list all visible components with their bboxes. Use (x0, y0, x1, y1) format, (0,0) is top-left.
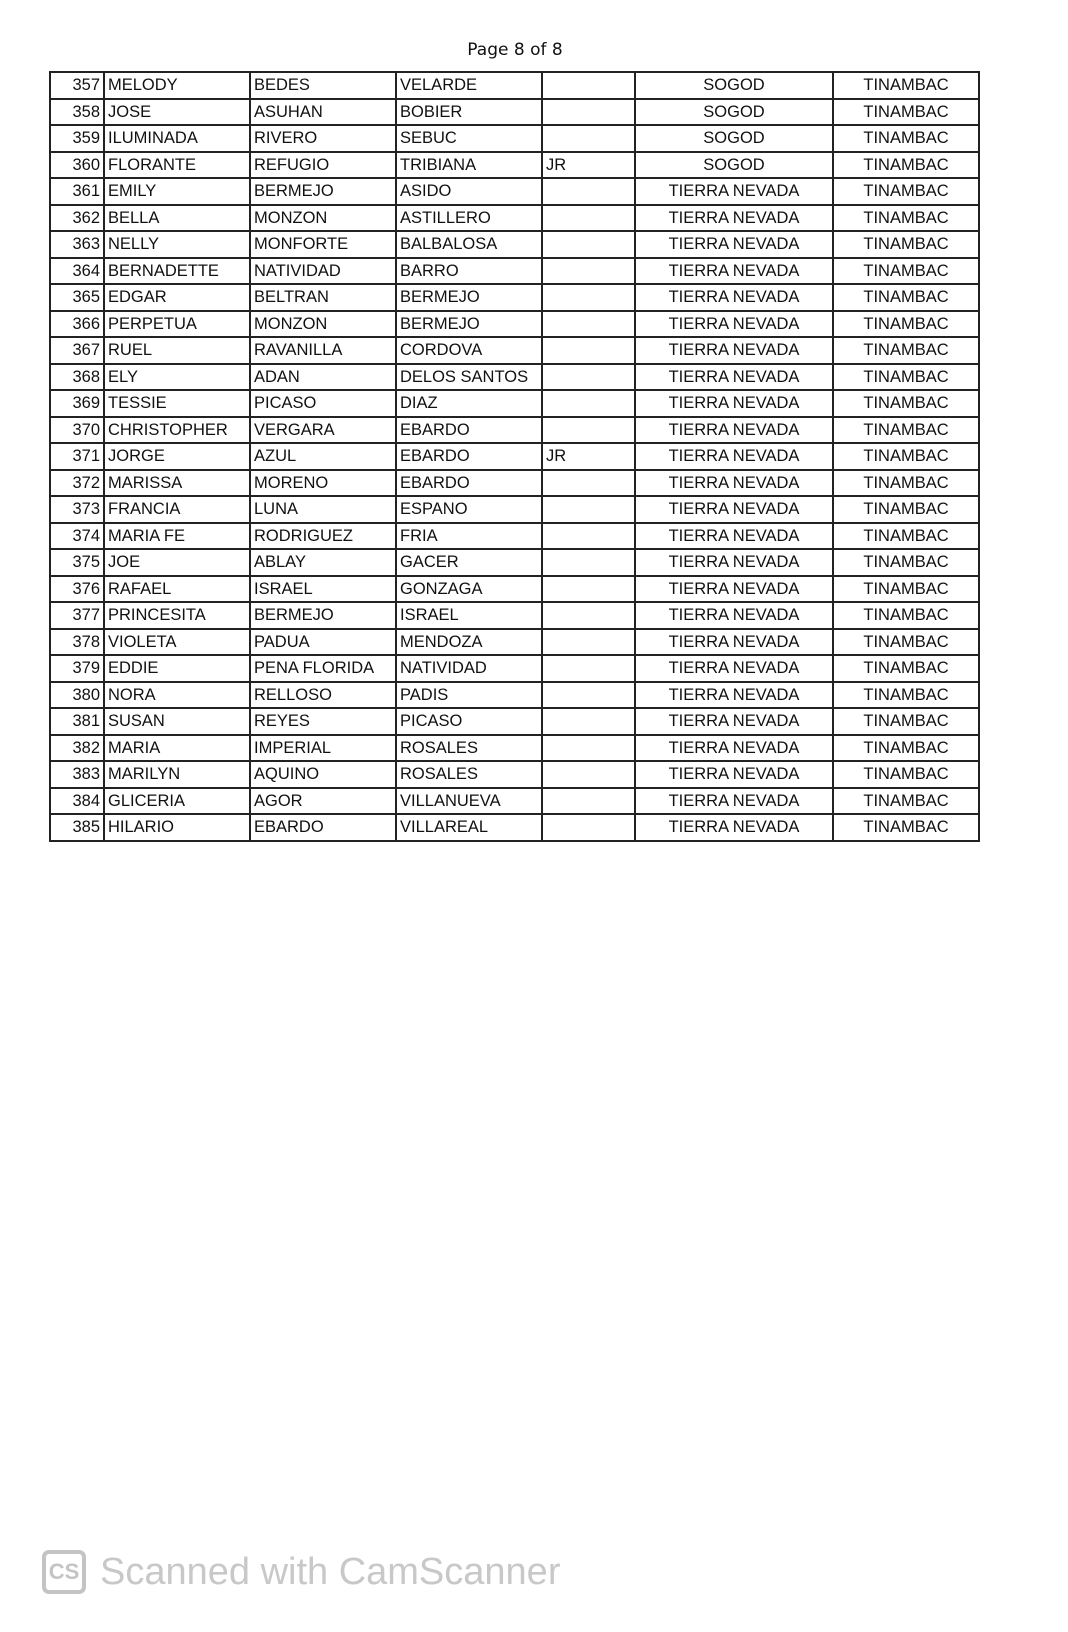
cell-last-name: VILLAREAL (396, 814, 542, 841)
cell-number: 381 (50, 708, 104, 735)
cell-first-name: FLORANTE (104, 152, 250, 179)
cell-last-name: EBARDO (396, 470, 542, 497)
cell-barangay: TIERRA NEVADA (635, 629, 833, 656)
table-row (50, 178, 979, 205)
cell-suffix (542, 205, 635, 232)
cell-last-name: DELOS SANTOS (396, 364, 542, 391)
cell-last-name: BERMEJO (396, 311, 542, 338)
cell-municipality: TINAMBAC (833, 258, 979, 285)
cell-number: 366 (50, 311, 104, 338)
cell-suffix: JR (542, 443, 635, 470)
cell-number: 367 (50, 337, 104, 364)
cell-suffix (542, 125, 635, 152)
cell-municipality: TINAMBAC (833, 152, 979, 179)
cell-suffix (542, 549, 635, 576)
cell-last-name: CORDOVA (396, 337, 542, 364)
cell-number: 365 (50, 284, 104, 311)
cell-municipality: TINAMBAC (833, 417, 979, 444)
cell-middle-name: RAVANILLA (250, 337, 396, 364)
cell-middle-name: ISRAEL (250, 576, 396, 603)
camscanner-text: Scanned with CamScanner (100, 1550, 561, 1593)
cell-number: 383 (50, 761, 104, 788)
cell-first-name: CHRISTOPHER (104, 417, 250, 444)
cell-middle-name: BERMEJO (250, 178, 396, 205)
table-row (50, 125, 979, 152)
cell-municipality: TINAMBAC (833, 496, 979, 523)
table-row (50, 152, 979, 179)
table-row (50, 523, 979, 550)
cell-last-name: EBARDO (396, 443, 542, 470)
cell-last-name: PADIS (396, 682, 542, 709)
cell-last-name: MENDOZA (396, 629, 542, 656)
cell-suffix (542, 311, 635, 338)
cell-barangay: SOGOD (635, 125, 833, 152)
cell-middle-name: RELLOSO (250, 682, 396, 709)
cell-first-name: JOE (104, 549, 250, 576)
cell-barangay: TIERRA NEVADA (635, 602, 833, 629)
cell-suffix (542, 364, 635, 391)
table-row (50, 788, 979, 815)
cell-number: 369 (50, 390, 104, 417)
cell-number: 363 (50, 231, 104, 258)
table-row (50, 443, 979, 470)
cell-middle-name: REYES (250, 708, 396, 735)
cell-last-name: BOBIER (396, 99, 542, 126)
cell-first-name: PRINCESITA (104, 602, 250, 629)
cell-first-name: MELODY (104, 72, 250, 99)
cell-first-name: EDGAR (104, 284, 250, 311)
cell-barangay: TIERRA NEVADA (635, 496, 833, 523)
cell-suffix (542, 523, 635, 550)
cell-number: 368 (50, 364, 104, 391)
cell-municipality: TINAMBAC (833, 655, 979, 682)
cell-suffix: JR (542, 152, 635, 179)
cell-middle-name: BERMEJO (250, 602, 396, 629)
cell-suffix (542, 417, 635, 444)
cell-municipality: TINAMBAC (833, 814, 979, 841)
cell-suffix (542, 496, 635, 523)
cell-suffix (542, 337, 635, 364)
table-row (50, 735, 979, 762)
cell-suffix (542, 814, 635, 841)
cell-number: 357 (50, 72, 104, 99)
cell-barangay: TIERRA NEVADA (635, 814, 833, 841)
cell-middle-name: PICASO (250, 390, 396, 417)
cell-municipality: TINAMBAC (833, 735, 979, 762)
cell-first-name: VIOLETA (104, 629, 250, 656)
cell-suffix (542, 470, 635, 497)
cell-first-name: BELLA (104, 205, 250, 232)
table-row (50, 417, 979, 444)
cell-barangay: TIERRA NEVADA (635, 337, 833, 364)
roster-body (50, 72, 979, 841)
cell-number: 359 (50, 125, 104, 152)
cell-barangay: TIERRA NEVADA (635, 523, 833, 550)
cell-suffix (542, 682, 635, 709)
cell-number: 372 (50, 470, 104, 497)
cell-barangay: TIERRA NEVADA (635, 735, 833, 762)
cell-barangay: TIERRA NEVADA (635, 549, 833, 576)
cell-middle-name: IMPERIAL (250, 735, 396, 762)
table-row (50, 655, 979, 682)
cell-first-name: ELY (104, 364, 250, 391)
cell-first-name: MARISSA (104, 470, 250, 497)
cell-number: 385 (50, 814, 104, 841)
cell-municipality: TINAMBAC (833, 337, 979, 364)
cell-suffix (542, 708, 635, 735)
table-row (50, 708, 979, 735)
cell-middle-name: BEDES (250, 72, 396, 99)
table-row (50, 390, 979, 417)
table-row (50, 72, 979, 99)
cell-municipality: TINAMBAC (833, 443, 979, 470)
cell-first-name: SUSAN (104, 708, 250, 735)
table-row (50, 231, 979, 258)
table-row (50, 99, 979, 126)
cell-first-name: JOSE (104, 99, 250, 126)
cell-middle-name: NATIVIDAD (250, 258, 396, 285)
cell-last-name: NATIVIDAD (396, 655, 542, 682)
cell-last-name: ASTILLERO (396, 205, 542, 232)
cell-number: 358 (50, 99, 104, 126)
cell-number: 378 (50, 629, 104, 656)
cell-suffix (542, 761, 635, 788)
cell-middle-name: BELTRAN (250, 284, 396, 311)
cell-municipality: TINAMBAC (833, 364, 979, 391)
cell-municipality: TINAMBAC (833, 629, 979, 656)
cell-suffix (542, 231, 635, 258)
cell-first-name: ILUMINADA (104, 125, 250, 152)
cell-municipality: TINAMBAC (833, 602, 979, 629)
cell-municipality: TINAMBAC (833, 284, 979, 311)
cell-middle-name: ABLAY (250, 549, 396, 576)
page-title: Page 8 of 8 (467, 40, 563, 60)
cell-middle-name: MONZON (250, 205, 396, 232)
cell-barangay: TIERRA NEVADA (635, 470, 833, 497)
cell-last-name: ESPANO (396, 496, 542, 523)
cell-suffix (542, 735, 635, 762)
cell-suffix (542, 629, 635, 656)
cell-number: 361 (50, 178, 104, 205)
camscanner-logo-icon: CS (42, 1550, 86, 1594)
cell-number: 379 (50, 655, 104, 682)
cell-last-name: VELARDE (396, 72, 542, 99)
cell-last-name: DIAZ (396, 390, 542, 417)
cell-last-name: PICASO (396, 708, 542, 735)
cell-suffix (542, 258, 635, 285)
cell-barangay: TIERRA NEVADA (635, 761, 833, 788)
cell-middle-name: MONZON (250, 311, 396, 338)
cell-municipality: TINAMBAC (833, 523, 979, 550)
table-row (50, 682, 979, 709)
cell-municipality: TINAMBAC (833, 205, 979, 232)
table-row (50, 549, 979, 576)
cell-first-name: TESSIE (104, 390, 250, 417)
table-row (50, 258, 979, 285)
cell-middle-name: RIVERO (250, 125, 396, 152)
cell-barangay: TIERRA NEVADA (635, 284, 833, 311)
cell-municipality: TINAMBAC (833, 231, 979, 258)
cell-barangay: TIERRA NEVADA (635, 390, 833, 417)
cell-last-name: TRIBIANA (396, 152, 542, 179)
cell-barangay: SOGOD (635, 72, 833, 99)
cell-last-name: ISRAEL (396, 602, 542, 629)
cell-suffix (542, 788, 635, 815)
cell-barangay: TIERRA NEVADA (635, 364, 833, 391)
table-row (50, 496, 979, 523)
cell-number: 362 (50, 205, 104, 232)
cell-middle-name: MONFORTE (250, 231, 396, 258)
cell-first-name: NELLY (104, 231, 250, 258)
cell-first-name: GLICERIA (104, 788, 250, 815)
cell-municipality: TINAMBAC (833, 682, 979, 709)
cell-suffix (542, 284, 635, 311)
cell-barangay: TIERRA NEVADA (635, 258, 833, 285)
cell-suffix (542, 72, 635, 99)
cell-barangay: TIERRA NEVADA (635, 708, 833, 735)
cell-first-name: EDDIE (104, 655, 250, 682)
table-row (50, 629, 979, 656)
cell-municipality: TINAMBAC (833, 576, 979, 603)
cell-number: 371 (50, 443, 104, 470)
table-row (50, 205, 979, 232)
cell-barangay: TIERRA NEVADA (635, 443, 833, 470)
cell-municipality: TINAMBAC (833, 788, 979, 815)
cell-last-name: VILLANUEVA (396, 788, 542, 815)
table-row (50, 814, 979, 841)
cell-last-name: SEBUC (396, 125, 542, 152)
cell-number: 375 (50, 549, 104, 576)
cell-number: 377 (50, 602, 104, 629)
cell-middle-name: VERGARA (250, 417, 396, 444)
cell-middle-name: RODRIGUEZ (250, 523, 396, 550)
cell-barangay: SOGOD (635, 152, 833, 179)
cell-last-name: EBARDO (396, 417, 542, 444)
cell-number: 364 (50, 258, 104, 285)
cell-suffix (542, 602, 635, 629)
cell-last-name: BERMEJO (396, 284, 542, 311)
cell-number: 384 (50, 788, 104, 815)
cell-last-name: ROSALES (396, 735, 542, 762)
cell-suffix (542, 390, 635, 417)
table-row (50, 761, 979, 788)
cell-number: 374 (50, 523, 104, 550)
cell-first-name: MARIA FE (104, 523, 250, 550)
cell-suffix (542, 655, 635, 682)
cell-municipality: TINAMBAC (833, 99, 979, 126)
table-row (50, 284, 979, 311)
cell-barangay: TIERRA NEVADA (635, 178, 833, 205)
table-row (50, 337, 979, 364)
cell-barangay: TIERRA NEVADA (635, 576, 833, 603)
cell-barangay: TIERRA NEVADA (635, 417, 833, 444)
table-row (50, 364, 979, 391)
cell-first-name: MARILYN (104, 761, 250, 788)
cell-middle-name: PENA FLORIDA (250, 655, 396, 682)
cell-barangay: TIERRA NEVADA (635, 655, 833, 682)
cell-number: 370 (50, 417, 104, 444)
cell-middle-name: AZUL (250, 443, 396, 470)
cell-middle-name: AQUINO (250, 761, 396, 788)
cell-municipality: TINAMBAC (833, 549, 979, 576)
cell-first-name: MARIA (104, 735, 250, 762)
cell-middle-name: EBARDO (250, 814, 396, 841)
cell-number: 380 (50, 682, 104, 709)
cell-first-name: NORA (104, 682, 250, 709)
cell-first-name: BERNADETTE (104, 258, 250, 285)
cell-suffix (542, 178, 635, 205)
cell-last-name: BALBALOSA (396, 231, 542, 258)
cell-first-name: EMILY (104, 178, 250, 205)
cell-barangay: TIERRA NEVADA (635, 231, 833, 258)
cell-municipality: TINAMBAC (833, 125, 979, 152)
cell-first-name: JORGE (104, 443, 250, 470)
cell-municipality: TINAMBAC (833, 708, 979, 735)
cell-suffix (542, 99, 635, 126)
cell-municipality: TINAMBAC (833, 72, 979, 99)
cell-municipality: TINAMBAC (833, 470, 979, 497)
cell-middle-name: LUNA (250, 496, 396, 523)
cell-middle-name: REFUGIO (250, 152, 396, 179)
table-row (50, 602, 979, 629)
roster-table (49, 71, 980, 842)
cell-barangay: TIERRA NEVADA (635, 311, 833, 338)
cell-barangay: TIERRA NEVADA (635, 788, 833, 815)
camscanner-watermark (42, 1550, 560, 1594)
cell-last-name: BARRO (396, 258, 542, 285)
cell-suffix (542, 576, 635, 603)
cell-first-name: PERPETUA (104, 311, 250, 338)
cell-barangay: TIERRA NEVADA (635, 682, 833, 709)
cell-municipality: TINAMBAC (833, 390, 979, 417)
cell-last-name: GONZAGA (396, 576, 542, 603)
cell-last-name: ASIDO (396, 178, 542, 205)
table-row (50, 311, 979, 338)
table-row (50, 470, 979, 497)
cell-first-name: RAFAEL (104, 576, 250, 603)
cell-middle-name: ADAN (250, 364, 396, 391)
cell-first-name: RUEL (104, 337, 250, 364)
table-row (50, 576, 979, 603)
cell-middle-name: PADUA (250, 629, 396, 656)
cell-barangay: TIERRA NEVADA (635, 205, 833, 232)
cell-municipality: TINAMBAC (833, 761, 979, 788)
cell-number: 376 (50, 576, 104, 603)
cell-number: 373 (50, 496, 104, 523)
cell-middle-name: MORENO (250, 470, 396, 497)
cell-barangay: SOGOD (635, 99, 833, 126)
cell-last-name: GACER (396, 549, 542, 576)
cell-middle-name: ASUHAN (250, 99, 396, 126)
cell-middle-name: AGOR (250, 788, 396, 815)
cell-municipality: TINAMBAC (833, 178, 979, 205)
cell-municipality: TINAMBAC (833, 311, 979, 338)
cell-number: 382 (50, 735, 104, 762)
cell-number: 360 (50, 152, 104, 179)
cell-last-name: ROSALES (396, 761, 542, 788)
cell-first-name: HILARIO (104, 814, 250, 841)
cell-last-name: FRIA (396, 523, 542, 550)
cell-first-name: FRANCIA (104, 496, 250, 523)
